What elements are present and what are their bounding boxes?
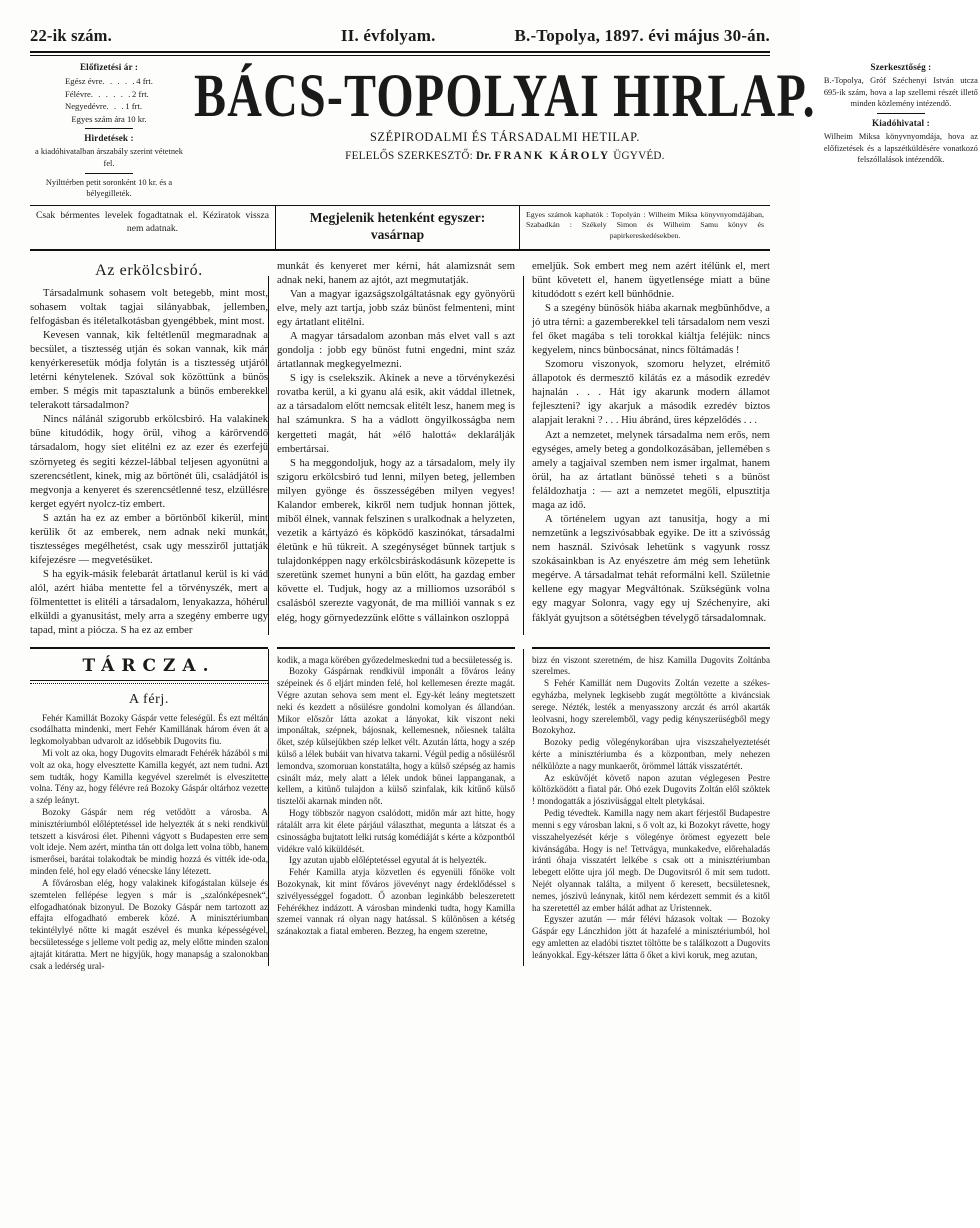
article-paragraph: emeljük. Sok embert meg nem azért itélünk el, mert bünt követett el, hanem ügyetlensége miatt a büne kitudódott s ezért kell bünhődnie.: [532, 260, 770, 300]
price-dots: . . .: [106, 101, 126, 112]
paper-subtitle: SZÉPIRODALMI ÉS TÁRSADALMI HETILAP.: [369, 129, 640, 144]
editor-name: FRANK KÁROLY: [494, 149, 611, 162]
article-paragraph: Szomoru viszonyok, szomoru helyzet, elrémitő állapotok és dermesztő kilátás ez a második ezredév hajnalán . . . Hát igy akarunk modern államot fejleszteni? igy akarjuk a második ezredév biztos alapjait lerakni ? . . . Hiu ábránd, üres képzelődés . . .: [532, 359, 770, 427]
masthead-left-box: [30, 56, 188, 205]
article-paragraph: Kevesen vannak, kik feltétlenül megmaradnak a becsület, a tisztesség utján és sokan vannak, kik már kenyérkeresetük módja folytán is a tisztesség utjáról letérni kénytelenek. Szóval sok közöttünk a bünös ember. S mégis mit tapasztalunk a bünös emberekkel telerakott társadalmon?: [30, 329, 268, 412]
editor-suffix: ÜGYVÉD.: [613, 149, 665, 162]
notice-frequency: Megjelenik hetenként egyszer: vasárnap: [276, 206, 520, 249]
masthead-separator: [877, 113, 925, 114]
ads-text: a kiadóhivatalban árszabály szerint vétetnek fel.: [35, 147, 183, 169]
price-label: Félévre: [65, 88, 91, 99]
feuilleton-paragraph: Bozoky Gáspár nem rég vetődött a városba. A minisztériumból előléptetéssel ide helyezték át s neki rendkivül tetszett a kisvárosi élet. Pihenni vágyott s Budapesten erre sem volt ideje. Nem azért, mintha tán ott dolga lett volna több, hanem ismerősei, barátai tolakodtak be mindig hozzá és vitték ide-oda, minden felé, hol egy eladó vénecske lány létezett.: [30, 807, 268, 877]
notice-letters: Csak bérmentes levelek fogadtatnak el. Kéziratok vissza nem adatnak.: [30, 206, 276, 249]
editorial-heading: Szerkesztőség :: [870, 62, 932, 72]
masthead: [30, 55, 978, 206]
place-and-date: B.-Topolya, 1897. évi május 30-án.: [514, 26, 770, 45]
article-paragraph: S ha meggondoljuk, hogy az a társadalom, mely ily szigoru erkölcsbiró tud lenni, milyen beteg, jellemben milyen gyönge és összességében milyen vegyes! Kalandor emberek, kikről nem tudjuk honnan jöttek, miből élnek, vannak felszinen s uralkodnak a helyzeten, vezetik a kártyázó és köpködő kaszinókat, társadalmi életünk e hü tükreit. A szegénységet bünnek tartjuk s tulajdonképpen nagy erkölcsbiráskodásunk közepette is szeretünk szemet hunyni a bün előtt, ha gazdag ember követte el. Tudjuk, hogy az a milliomos uzsorából s csalásból szerezte vagyonát, de ma milliói vannak s ez elég, hogy görnyedezzünk előtte s vállainkon oszloppá: [277, 457, 515, 624]
masthead-center-box: [188, 56, 822, 205]
publisher-heading: Kiadóhivatal :: [871, 117, 930, 128]
feuilleton-paragraph: Egyszer azután — már félévi házasok voltak — Bozoky Gáspár egy Lánczhidon jött át hazafelé a minisztériumból, hol egy amletten az eladóbi tisztet töltötte be s találkozott a Dugovits leányokkal. Egy-kétszer látta ő őket a kivi koruk, meg azutan,: [532, 914, 770, 960]
editor-title: Dr.: [475, 149, 492, 162]
price-row: [65, 88, 153, 100]
price-dots: . . . . . .: [90, 88, 133, 99]
open-column-text: Nyilttérben petit soronként 10 kr. és a bélyegilleték.: [45, 177, 173, 199]
feuilleton-paragraph: bizz én viszont szeretném, de hisz Kamilla Dugovits Zoltánba szerelmes.: [532, 654, 770, 677]
article-paragraph: Van a magyar igazságszolgáltatásnak egy gyönyörü elve, mely azt tartja, jobb száz bünöst felmenteni, mint egy ártatlant elitélni.: [277, 288, 515, 328]
article-paragraph: S a szegény bünösök hiába akarnak megbünhődve, a jó utra térni: a gazemberekkel teli társadalom nem veszi fel őket magába s teli torokkal kiáltja feléjük: nincs kegyelem, nincs bünbocsánat, nincs föltámadás !: [532, 302, 770, 357]
price-row: [65, 75, 153, 87]
price-value: 1 frt.: [125, 101, 143, 112]
feuilleton-paragraph: Fehér Kamillát Bozoky Gáspár vette feleségül. És ezt méltán csodálhatta mindenki, mert Fehér Kamillának három éven át a legkomolyabban udvarolt az idősebbik Dugovits fiu.: [30, 712, 268, 747]
feuilleton-label: TÁRCZA.: [82, 655, 216, 676]
subscription-heading: Előfizetési ár :: [79, 62, 139, 72]
article-column-3: [524, 260, 770, 639]
price-value: 2 frt.: [132, 88, 149, 99]
feuilleton-column-3: [524, 647, 770, 973]
feuilleton-paragraph: Pedig tévedtek. Kamilla nagy nem akart férjestől Budapestre menni s egy városban lakni, s ő volt az, ki Bozokyt rávette, hogy visszahelyezését kérje s völegénye örömest egyezett bele kivánságába. Hogy is ne! Tettvágya, munkakedve, előrehaladás iránti óhaja visszatért lelkébe s csak ott a minisztériumban lebegett előtte ujra jól megb. De Dugovitsról ő mit sem tudott. Nejét olyannak találta, a milyent ő keresett, becsületesnek, nemes, jószivü leánynak, kitől nem kérdezett semmit és a kitől ha szeretettél az ember hálát adhat az Uristennek.: [532, 808, 770, 913]
masthead-separator: [85, 128, 133, 129]
issue-line: [30, 26, 770, 51]
paper-title: BÁCS-TOPOLYAI HIRLAP.: [194, 62, 816, 130]
ads-heading: Hirdetések :: [84, 133, 134, 144]
feuilleton-paragraph: Fehér Kamilla atyja közvetlen és egyenüli főnöke volt Bozokynak, kit mint főváros jövevényt nagy érdeklődéssel s szivélyességgel fogadott. Ő azonban leginkább beleszeretett Fehérékhez indázott. A városban mindenki tudta, hogy Kamilla szemei vannak rá olyan nagy hatással. S különösen a kétség szánakoztak a fiatal emberen. Bezzeg, ha engem szeretne,: [277, 867, 515, 937]
article-column-2: [268, 260, 524, 639]
editor-line: [194, 150, 816, 164]
masthead-separator: [85, 173, 133, 174]
article-paragraph: Nincs nálánál szigorubb erkölcsbiró. Ha valakinek büne kitudódik, hogy örül, vihog a kárörvendő társadalom, hogy siet elitélni ez az ezer és ezerfejü szörnyeteg és segiti kézzel-lábbal teljesen agyonütni a szerencsétlent, kinek, mig az börtönét üli, családjától is megvonja a kenyeret és szerencsétlenné tesz, elzüllésre kerget egyért nyolcz-tiz embert.: [30, 414, 268, 510]
editorial-address: B.-Topolya, Gróf Széchenyi István utcza 695-ik szám, hova a lap szellemi részét illető minden közlemény intézendő.: [823, 76, 978, 109]
article-column-1: [30, 260, 268, 639]
price-table: [65, 75, 153, 112]
article-paragraph: Azt a nemzetet, melynek társadalma nem erős, nem egységes, amely beteg a gondolkozásában, jellemében s amely a tagjaival szemben nem ismer irgalmat, hanem örül, ha az ártatlant bünössé teheti s a bünöst feláldozhatja : — azt a nemzetet megöli, elpusztitja maga az idő.: [532, 429, 770, 511]
price-dots: . . . . .: [102, 76, 137, 87]
feuilleton-column-2: [268, 647, 524, 973]
feuilleton-columns: [30, 647, 770, 973]
notice-where-to-buy: Egyes számok kaphatók : Topolyán : Wilheim Miksa könyvnyomdájában, Szabadkán : Székely Simon és Wilheim Samu könyv és papirkereskedésekben.: [526, 209, 764, 240]
article-title: Az erkölcsbiró.: [95, 261, 203, 279]
price-label: Egész évre: [65, 76, 103, 87]
article-paragraph: A történelem ugyan azt tanusitja, hogy a mi nemzetünk a legszivósabbak egyike. De itt a szivósság nem használ. Szivósak lehetünk s vagyunk rossz szokásainkban is Az enyészetre ám még sem lehetünk megérve. A társadalmat tehát reformálni kell. Születnie kellene egy magyar Megváltónak. Szükségünk volna egy magyar Solonra, vagy egy uj Széchenyire, aki fáklyát gyujtson a sötétségben tévelygő társadalomnak.: [532, 514, 770, 624]
price-row: [65, 100, 153, 112]
feuilleton-paragraph: Mi volt az oka, hogy Dugovits elmaradt Fehérék házából s mi volt az oka, hogy elvesztette Kamilla kegyét, azt nem tudni. Azt sem tudták, hogy Kamilla kegyével szerelmét is elveszitette volna. Tény az, hogy félévre reá Bozoky Gáspár oltárhoz vezette a szép leányt.: [30, 747, 268, 806]
main-article: [30, 260, 770, 639]
issue-number: 22-ik szám.: [30, 26, 112, 45]
feuilleton-section: [30, 647, 770, 973]
article-paragraph: munkát és kenyeret mer kérni, hát alamizsnát sem adnak neki, hanem az ajtót, azt megmutatják.: [277, 260, 515, 286]
article-paragraph: S aztán ha ez az ember a börtönből kikerül, mint kerülik őt az emberek, nem adnak neki munkát, tisztességes megélhetést, csak ugy messziről juttatják kifejezésre — megvetésüket.: [30, 512, 268, 567]
feuilleton-paragraph: Hogy többször nagyon csalódott, midőn már azt hitte, hogy rátalált arra kit élete párjául választhat, megunta a látszat és a csinosságba bujtatott lelki rutság komédiáját s kérte a központból vidékre való kiküldését.: [277, 808, 515, 854]
single-copy-price: Egyes szám ára 10 kr.: [71, 113, 147, 124]
feuilleton-paragraph: Bozoky pedig völegénykorában ujra viszszahelyeztetését kérte a minisztériumba és a központban, mely nehezen nélkülözte a nagy munkaerőt, örömmel látták visszatértét.: [532, 737, 770, 771]
editor-prefix: FELELŐS SZERKESZTŐ:: [345, 149, 473, 162]
story-title: A férj.: [129, 691, 169, 707]
masthead-right-box: [822, 56, 980, 205]
article-paragraph: S ha egyik-másik felebarát ártatlanul kerül is ki vád alól, azért hiába mentette fel a törvényszék, mert a fölmentettet is elitéli a társadalom, lenyakazza, hóhérul elküldi a gyanusitást, mely arra a szegény emberre ugy tapad, mint a piócza. S ha ez az ember: [30, 569, 268, 637]
article-paragraph: S igy is cselekszik. Akinek a neve a törvénykezési rovatba kerül, a ki gyanu alá esik, akit váddal illetnek, az a társadalom előtt nemcsak elitélt lesz, hanem meg is hal számunkra. S ha a vádlott öngyilkosságba nem kergetteti magát, hát »élő halottá« deklarálják embertársai.: [277, 373, 515, 455]
notice-bar: [30, 206, 770, 251]
feuilleton-column-1: [30, 647, 268, 973]
article-paragraph: Társadalmunk sohasem volt betegebb, mint most, sohasem voltak tagjai silányabbak, jellemben, felfogásban és itéletalkotásban gyengébbek, mint most.: [30, 287, 268, 327]
feuilleton-bottom-rule: [30, 680, 268, 684]
feuilleton-paragraph: A fővárosban elég, hogy valakinek kifogástalan külseje és szemtelen fellépése legyen s már is „szalónképesnek“, elfogadhatónak bizonyul. De Bozoky Gáspár nem tartozott az effajta elfogadható emberek közé. A minisztériumban tekintélylyé nőtte ki magát eszével és munka képességével, becsületessége s jelleme volt pedig az, mely előtte minden szalon ajtaját kitáratta. Mert ne higyjük, hogy manapság a szalonokban csak a ledérség ural-: [30, 877, 268, 971]
volume-label: II. évfolyam.: [340, 26, 436, 45]
price-value: 4 frt.: [136, 76, 153, 87]
feuilleton-paragraph: kodik, a maga körében győzedelmeskedni tud a becsületesség is.: [277, 654, 513, 665]
feuilleton-paragraph: Bozoky Gáspárnak rendkivül imponált a főváros leány szépeinek és ő eljárt minden felé, hol kellemesen érezte magát. Végre azutan sehova sem ment el. Egy-két leány megtetszett neki és kezdett a nősülésre gondolni komolyan és állandóan. Mikor először látta azokat a lányokat, kik viszont neki imponáltak, szépnek, bájosnak, kellemesnek, nőiesnek találta őket, szép külsejükben szép lelket vélt. Azután látta, hogy a szép külső a lélek bubáit van hivatva takarni. Végül pedig a nősülésről lemondva, szomoruan konstatálta, hogy a külső szépség az hamis csinált máz, mely alatt a lélek undok bünei lappanganak, a kellem, a kitünő tulajdon a külső szinfalak, kik kitűnő külső tisztelői akarnak minden nőt.: [277, 666, 515, 807]
feuilleton-paragraph: S Fehér Kamillát nem Dugovits Zoltán vezette a székes-egyházba, melynek legkisebb zugát megtöltötte a kiváncsiak serege. Nézték, lesték a menyasszony arczát és arról akarták leolvasni, hogy szerelemből, vagy pedig kényszerüségből megy Bozokyhoz.: [532, 678, 770, 736]
article-paragraph: A magyar társadalom azonban más elvet vall s azt gondolja : jobb egy bünöst futni engedni, mint száz ártatlannak megkegyelmezni.: [277, 330, 515, 371]
page-inner: [30, 26, 978, 972]
feuilleton-paragraph: Az esküvőjét követő napon azutan véglegesen Pestre költözködött a fiatal pár. Ohó ezek Dugovits Zoltán elől szöktek ! mondogatták a jószivüsággal eltelt pletykásai.: [532, 772, 770, 807]
publisher-address: Wilheim Miksa könyvnyomdája, hova az előfizetések és a lapszétküldésére vonatkozó felszóllalások intézendők.: [823, 132, 978, 165]
price-label: Negyedévre: [65, 101, 107, 112]
feuilleton-paragraph: Igy azutan ujabb előléptetéssel egyutal át is helyezték.: [289, 855, 487, 866]
